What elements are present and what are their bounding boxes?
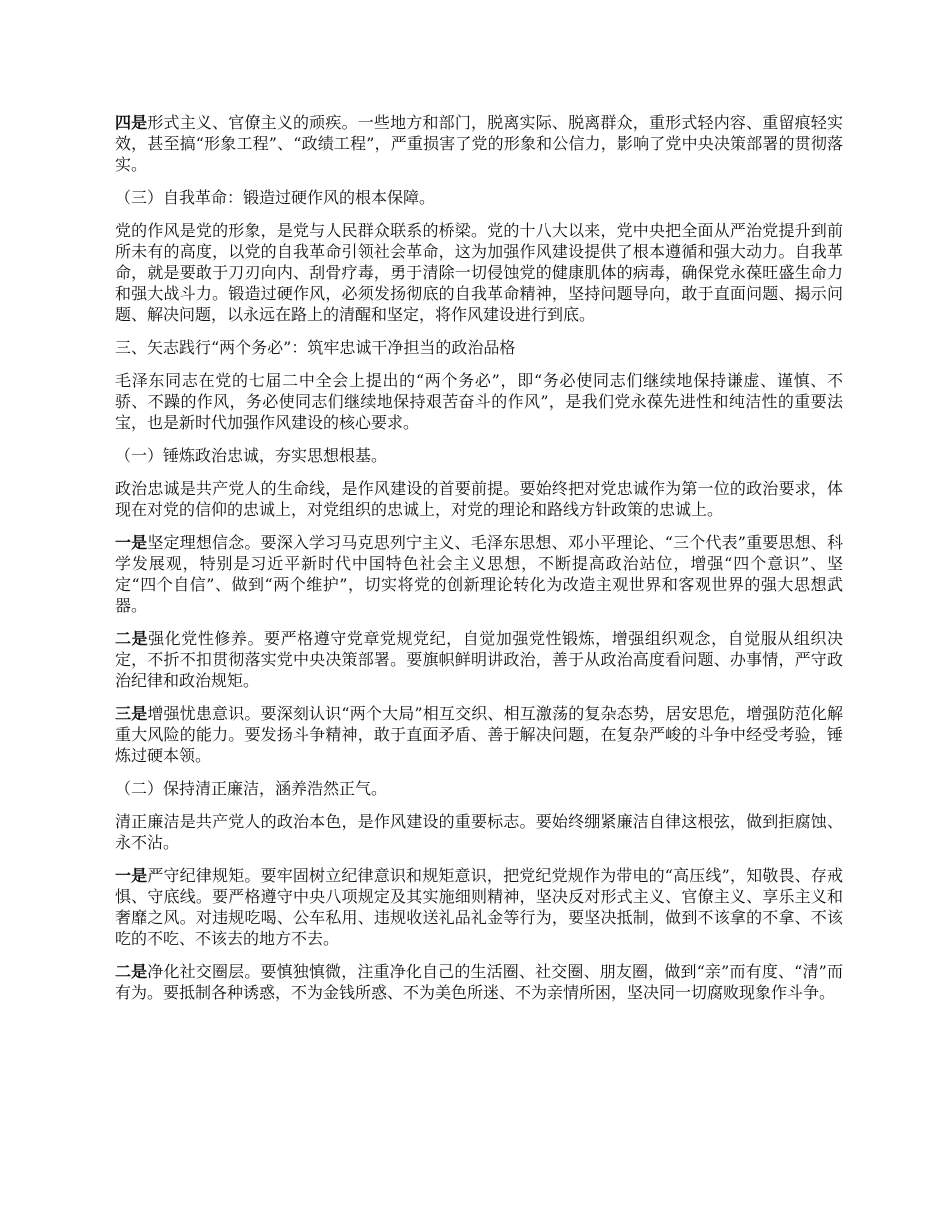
paragraph-lead: 三是 bbox=[115, 704, 148, 723]
paragraph-text: 毛泽东同志在党的七届二中全会上提出的“两个务必”，即“务必使同志们继续地保持谦虚、谨慎、不骄、不躁的作风，务必使同志们继续地保持艰苦奋斗的作风”，是我们党永葆先进性和纯洁性的重要法宝，也是新时代加强作风建设的核心要求。 bbox=[115, 371, 843, 432]
heading-text: （二）保持清正廉洁，涵养浩然正气。 bbox=[115, 779, 388, 798]
paragraph-integrity bbox=[115, 811, 843, 853]
heading-text: （三）自我革命：锻造过硬作风的根本保障。 bbox=[115, 188, 436, 207]
paragraph-point-2-social-circle bbox=[115, 961, 843, 1003]
paragraph-self-revolution bbox=[115, 220, 843, 325]
section-heading-two-musts bbox=[115, 337, 843, 358]
paragraph-point-1-ideals bbox=[115, 532, 843, 616]
paragraph-text: 形式主义、官僚主义的顽疾。一些地方和部门，脱离实际、脱离群众，重形式轻内容、重留痕轻实效，甚至搞“形象工程”、“政绩工程”，严重损害了党的形象和公信力，影响了党中央决策部署的贯彻落实。 bbox=[115, 113, 843, 174]
paragraph-text: 坚定理想信念。要深入学习马克思列宁主义、毛泽东思想、邓小平理论、“三个代表”重要思想、科学发展观，特别是习近平新时代中国特色社会主义思想，不断提高政治站位，增强“四个意识”、坚定“四个自信”、做到“两个维护”，切实将党的创新理论转化为改造主观世界和客观世界的强大思想武器。 bbox=[115, 533, 843, 615]
paragraph-text: 净化社交圈层。要慎独慎微，注重净化自己的生活圈、社交圈、朋友圈，做到“亲”而有度、“清”而有为。要抵制各种诱惑，不为金钱所惑、不为美色所迷、不为亲情所困，坚决同一切腐败现象作斗争。 bbox=[115, 962, 843, 1002]
paragraph-lead: 四是 bbox=[115, 113, 148, 132]
paragraph-text: 清正廉洁是共产党人的政治本色，是作风建设的重要标志。要始终绷紧廉洁自律这根弦，做到拒腐蚀、永不沾。 bbox=[115, 812, 843, 852]
subheading-integrity bbox=[115, 778, 843, 799]
paragraph-text: 增强忧患意识。要深刻认识“两个大局”相互交织、相互激荡的复杂态势，居安思危，增强防范化解重大风险的能力。要发扬斗争精神，敢于直面矛盾、善于解决问题，在复杂严峻的斗争中经受考验，锤炼过硬本领。 bbox=[115, 704, 843, 765]
paragraph-lead: 二是 bbox=[115, 962, 148, 981]
paragraph-two-musts bbox=[115, 370, 843, 433]
paragraph-text: 政治忠诚是共产党人的生命线，是作风建设的首要前提。要始终把对党忠诚作为第一位的政治要求，体现在对党的信仰的忠诚上，对党组织的忠诚上，对党的理论和路线方针政策的忠诚上。 bbox=[115, 479, 843, 519]
document-page bbox=[115, 112, 843, 1015]
paragraph-text: 党的作风是党的形象，是党与人民群众联系的桥梁。党的十八大以来，党中央把全面从严治党提升到前所未有的高度，以党的自我革命引领社会革命，这为加强作风建设提供了根本遵循和强大动力。自我革命，就是要敢于刀刃向内、刮骨疗毒，勇于清除一切侵蚀党的健康肌体的病毒，确保党永葆旺盛生命力和强大战斗力。锻造过硬作风，必须发扬彻底的自我革命精神，坚持问题导向，敢于直面问题、揭示问题、解决问题，以永远在路上的清醒和坚定，将作风建设进行到底。 bbox=[115, 221, 843, 324]
paragraph-text: 强化党性修养。要严格遵守党章党规党纪，自觉加强党性锻炼，增强组织观念，自觉服从组织决定，不折不扣贯彻落实党中央决策部署。要旗帜鲜明讲政治，善于从政治高度看问题、办事情，严守政治纪律和政治规矩。 bbox=[115, 629, 843, 690]
paragraph-point-2-party-spirit bbox=[115, 628, 843, 691]
paragraph-point-1-discipline bbox=[115, 865, 843, 949]
paragraph-lead: 二是 bbox=[115, 629, 149, 648]
paragraph-point-3-awareness bbox=[115, 703, 843, 766]
heading-text: 三、矢志践行“两个务必”：筑牢忠诚干净担当的政治品格 bbox=[115, 338, 516, 357]
subheading-political-loyalty bbox=[115, 445, 843, 466]
paragraph-political-loyalty bbox=[115, 478, 843, 520]
paragraph-lead: 一是 bbox=[115, 866, 148, 885]
paragraph-text: 严守纪律规矩。要牢固树立纪律意识和规矩意识，把党纪党规作为带电的“高压线”，知敬畏、存戒惧、守底线。要严格遵守中央八项规定及其实施细则精神，坚决反对形式主义、官僚主义、享乐主义和奢靡之风。对违规吃喝、公车私用、违规收送礼品礼金等行为，要坚决抵制，做到不该拿的不拿、不该吃的不吃、不该去的地方不去。 bbox=[115, 866, 843, 948]
paragraph-lead: 一是 bbox=[115, 533, 148, 552]
paragraph-problem-4 bbox=[115, 112, 843, 175]
section-heading-self-revolution bbox=[115, 187, 843, 208]
heading-text: （一）锤炼政治忠诚，夯实思想根基。 bbox=[115, 446, 388, 465]
